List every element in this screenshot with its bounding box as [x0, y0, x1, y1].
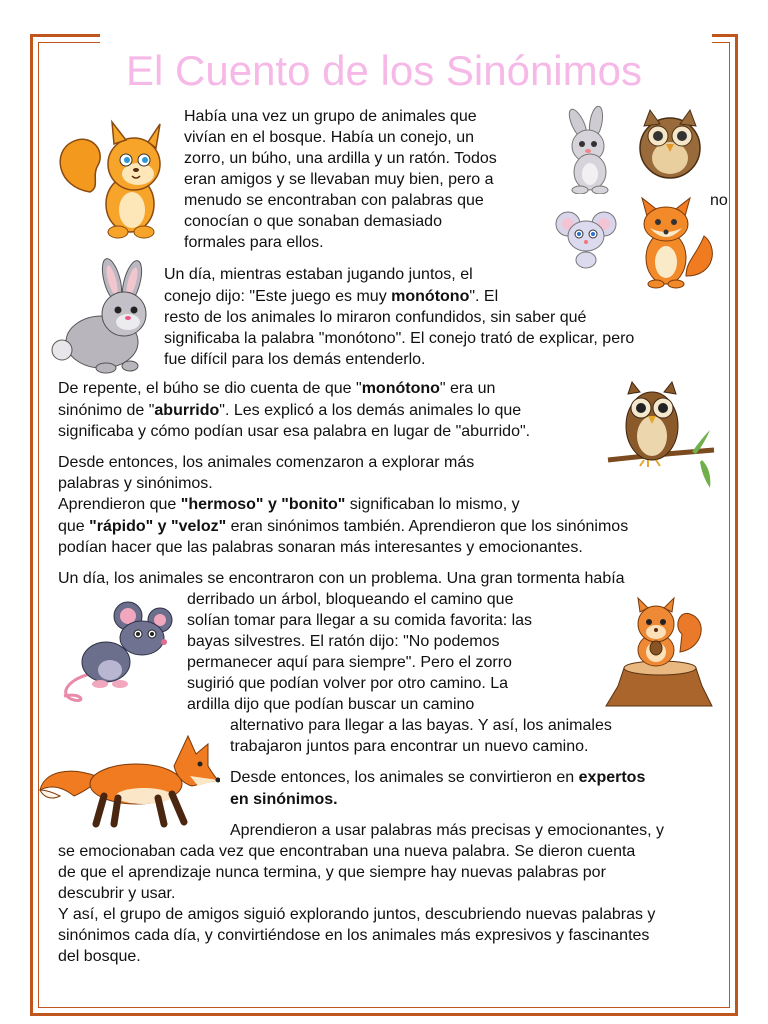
- text-line: significaba la palabra "monótono". El conejo trató de explicar, pero: [164, 330, 635, 347]
- squirrel-stump-icon: [604, 594, 714, 714]
- text-line: Un día, los animales se encontraron con un problema. Una gran tormenta había: [58, 570, 625, 587]
- squirrel-icon: [52, 112, 178, 242]
- text-line: del bosque.: [58, 948, 141, 965]
- text-line: Había una vez un grupo de animales que: [184, 108, 477, 125]
- rabbit-icon: [556, 106, 626, 194]
- title-border-gap: [100, 30, 712, 46]
- keyword-rapido-veloz: "rápido" y "veloz": [89, 518, 227, 535]
- mouse-icon: [56, 600, 176, 710]
- text-line: eran amigos y se llevaban muy bien, pero a: [184, 171, 494, 188]
- running-fox-icon: [38, 726, 220, 830]
- text-line: Desde entonces, los animales comenzaron a explorar más: [58, 454, 475, 471]
- text-line: derribado un árbol, bloqueando el camino que: [187, 591, 514, 608]
- text-line: podían hacer que las palabras sonaran más interesantes y emocionantes.: [58, 539, 583, 556]
- text-line: de que el aprendizaje nunca termina, y que siempre hay nuevas palabras por: [58, 864, 606, 881]
- text-line: permanecer aquí para siempre". Pero el zorro: [187, 654, 512, 671]
- text-line: conocían o que sonaban demasiado: [184, 213, 442, 230]
- text-line: vivían en el bosque. Había un conejo, un: [184, 129, 474, 146]
- text-line: Y así, el grupo de amigos siguió explorando juntos, descubriendo nuevas palabras y: [58, 906, 656, 923]
- text-line: se emocionaban cada vez que encontraban una nueva palabra. Se dieron cuenta: [58, 843, 636, 860]
- text-line: significaba y cómo podían usar esa palabra en lugar de "aburrido".: [58, 423, 531, 440]
- text-line: sugirió que podían volver por otro camino. La: [187, 675, 509, 692]
- text-line: sinónimo de "aburrido". Les explicó a los demás animales lo que: [58, 402, 522, 419]
- text-line: ardilla dijo que podían buscar un camino: [187, 696, 475, 713]
- keyword-hermoso-bonito: "hermoso" y "bonito": [180, 496, 346, 513]
- text-line: formales para ellos.: [184, 234, 324, 251]
- mouse-icon: [554, 204, 620, 270]
- keyword-monotono: monótono: [361, 380, 440, 397]
- keyword-monotono: monótono: [391, 288, 470, 305]
- text-line: fue difícil para los demás entenderlo.: [164, 351, 426, 368]
- text-line: descubrir y usar.: [58, 885, 176, 902]
- text-line: resto de los animales lo miraron confundidos, sin saber qué: [164, 309, 587, 326]
- text-overflow-fragment: no: [710, 192, 728, 209]
- page-title: El Cuento de los Sinónimos: [126, 47, 642, 94]
- text-line: palabras y sinónimos.: [58, 475, 213, 492]
- owl-icon: [606, 380, 716, 498]
- text-line: trabajaron juntos para encontrar un nuevo camino.: [230, 738, 589, 755]
- text-line: solían tomar para llegar a su comida favorita: las: [187, 612, 533, 629]
- text-line: sinónimos cada día, y convirtiéndose en los animales más expresivos y fascinantes: [58, 927, 650, 944]
- text-line: Aprendieron a usar palabras más precisas y emocionantes, y: [230, 822, 664, 839]
- text-line: en sinónimos.: [230, 791, 338, 808]
- text-line: bayas silvestres. El ratón dijo: "No podemos: [187, 633, 500, 650]
- text-line: Un día, mientras estaban jugando juntos, el: [164, 266, 473, 283]
- text-line: que "rápido" y "veloz" eran sinónimos también. Aprendieron que los sinónimos: [58, 518, 629, 535]
- text-line: Desde entonces, los animales se convirtieron en expertos: [230, 769, 646, 786]
- text-line: conejo dijo: "Este juego es muy monótono". El: [164, 288, 499, 305]
- text-line: Aprendieron que "hermoso" y "bonito" significaban lo mismo, y: [58, 496, 520, 513]
- keyword-aburrido: aburrido: [154, 402, 220, 419]
- text-line: zorro, un búho, una ardilla y un ratón. Todos: [184, 150, 497, 167]
- keyword-expertos: expertos: [578, 769, 646, 786]
- rabbit-icon: [46, 256, 158, 374]
- owl-icon: [630, 104, 710, 180]
- fox-icon: [626, 186, 716, 290]
- text-line: De repente, el búho se dio cuenta de que "monótono" era un: [58, 380, 496, 397]
- text-line: alternativo para llegar a las bayas. Y así, los animales: [230, 717, 612, 734]
- text-line: menudo se encontraban con palabras que: [184, 192, 484, 209]
